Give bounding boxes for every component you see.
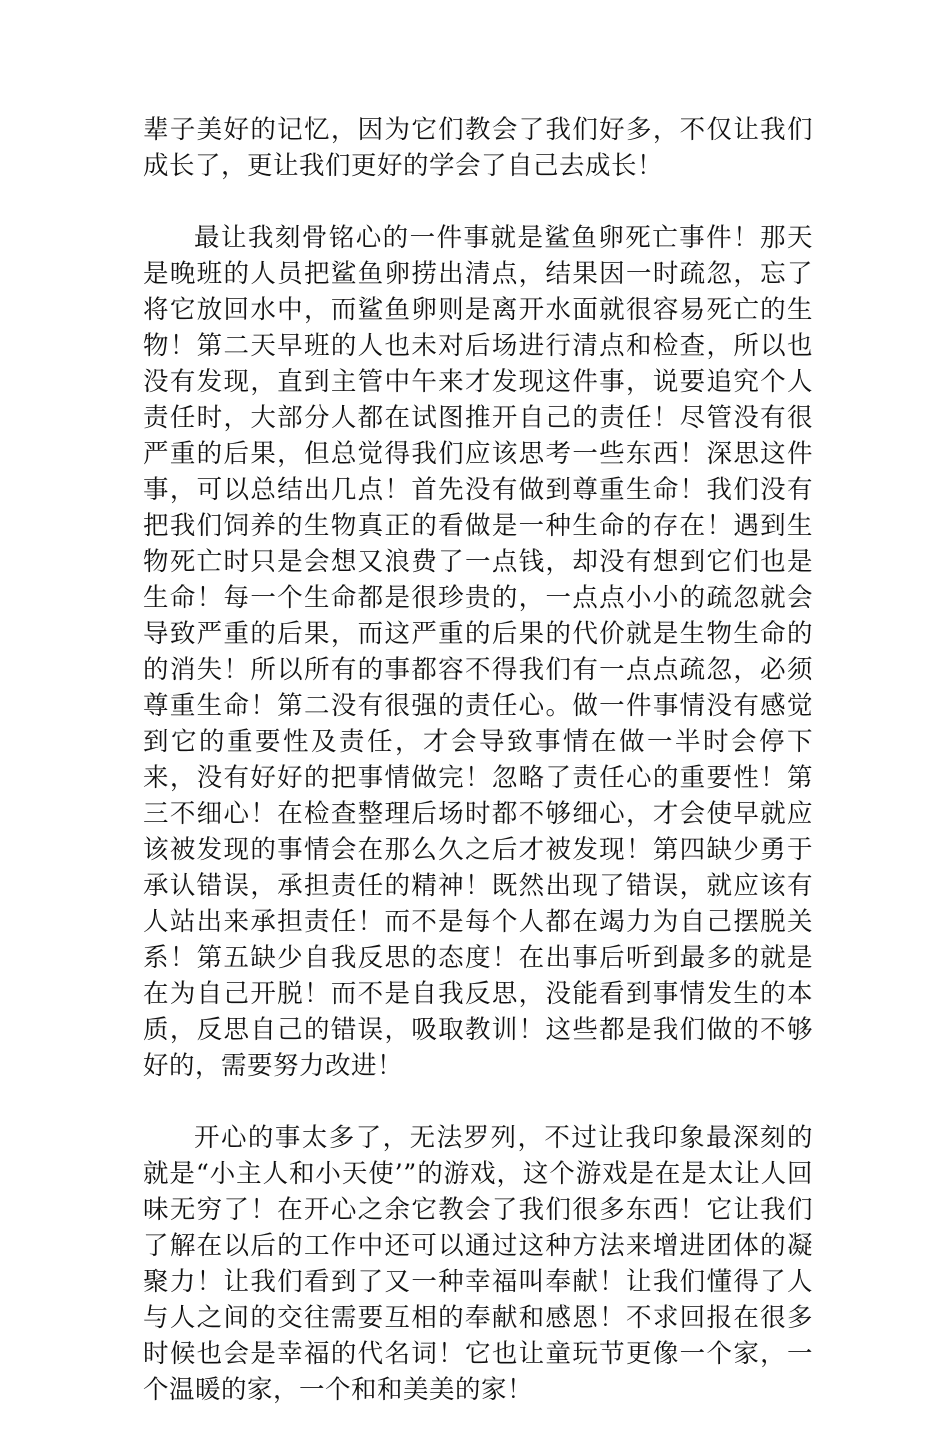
document-page [143, 112, 813, 1444]
paragraph-continuation: 辈子美好的记忆，因为它们教会了我们好多，不仅让我们成长了，更让我们更好的学会了自己去成长！ [143, 115, 813, 181]
paragraph-shark-egg-incident: 最让我刻骨铭心的一件事就是鲨鱼卵死亡事件！那天是晚班的人员把鲨鱼卵捞出清点，结果因一时疏忽，忘了将它放回水中，而鲨鱼卵则是离开水面就很容易死亡的生物！第二天早班的人也未对后场进行清点和检查，所以也没有发现，直到主管中午来才发现这件事，说要追究个人责任时，大部分人都在试图推开自己的责任！尽管没有很严重的后果，但总觉得我们应该思考一些东西！深思这件事，可以总结出几点！首先没有做到尊重生命！我们没有把我们饲养的生物真正的看做是一种生命的存在！遇到生物死亡时只是会想又浪费了一点钱，却没有想到它们也是生命！每一个生命都是很珍贵的，一点点小小的疏忽就会导致严重的后果，而这严重的后果的代价就是生物生命的的消失！所以所有的事都容不得我们有一点点疏忽，必须尊重生命！第二没有很强的责任心。做一件事情没有感觉到它的重要性及责任，才会导致事情在做一半时会停下来，没有好好的把事情做完！忽略了责任心的重要性！第三不细心！在检查整理后场时都不够细心，才会使早就应该被发现的事情会在那么久之后才被发现！第四缺少勇于承认错误，承担责任的精神！既然出现了错误，就应该有人站出来承担责任！而不是每个人都在竭力为自己摆脱关系！第五缺少自我反思的态度！在出事后听到最多的就是在为自己开脱！而不是自我反思，没能看到事情发生的本质，反思自己的错误，吸取教训！这些都是我们做的不够好的，需要努力改进！ [143, 223, 813, 1081]
paragraph-game-memory: 开心的事太多了，无法罗列，不过让我印象最深刻的就是“小主人和小天使’”的游戏，这个游戏是在是太让人回味无穷了！在开心之余它教会了我们很多东西！它让我们了解在以后的工作中还可以通过这种方法来增进团体的凝聚力！让我们看到了又一种幸福叫奉献！让我们懂得了人与人之间的交往需要互相的奉献和感恩！不求回报在很多时候也会是幸福的代名词！它也让童玩节更像一个家，一个温暖的家，一个和和美美的家！ [143, 1123, 813, 1405]
